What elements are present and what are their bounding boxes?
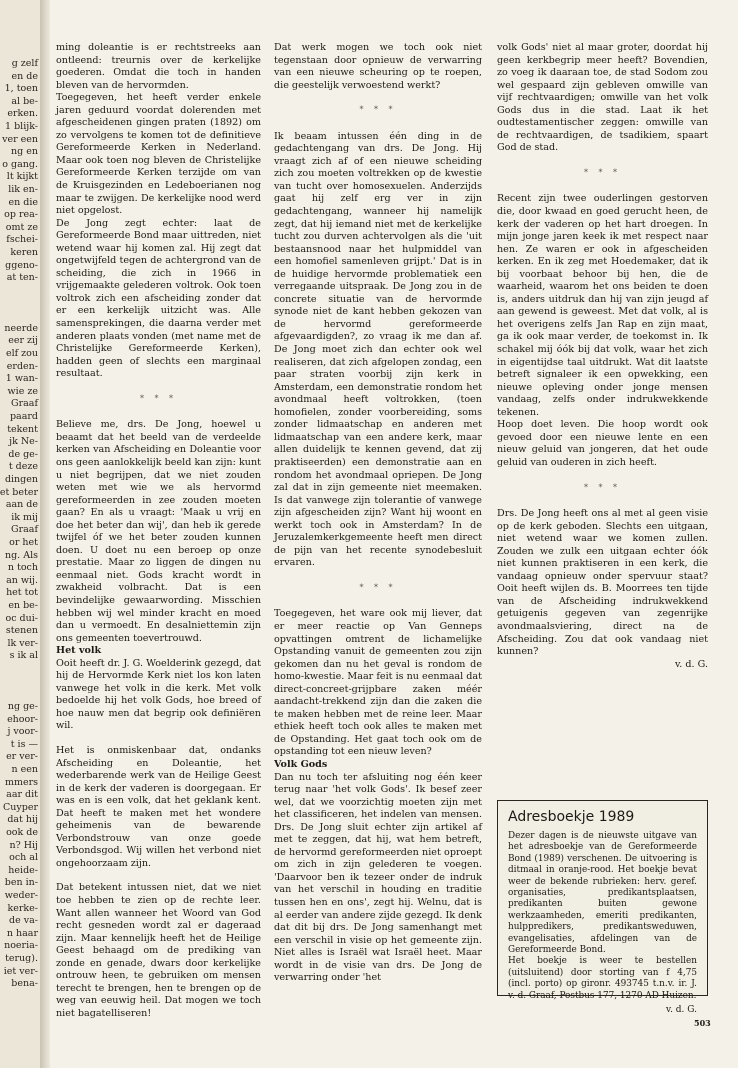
paragraph: Hoop doet leven. Die hoop wordt ook gevoed door een nieuwe lente en een nieuw geluid van jongeren, dat het oude geluid van ouderen in zich heeft. xyxy=(497,419,708,468)
paragraph: Drs. De Jong heeft ons al met al geen visie op de kerk geboden. Slechts een uitgaan, niet wetend waar we komen zullen. Zouden we zulk een uitgaan echter óók niet kunnen praktiseren in een kerk, die vandaag opnieuw onder spervuur staat? Ooit heeft wijlen ds. B. Moorrees ten tijde van de Afscheiding indrukwekkend getuigenis gegeven van zegenrijke avondmaalsviering, direct na de Afscheiding. Zou dat ook vandaag niet kunnen? xyxy=(497,508,708,658)
page-number: 503 xyxy=(694,1018,711,1028)
facing-page-fragment: ng en xyxy=(11,146,38,158)
facing-page-fragment: Cuyper xyxy=(3,801,38,813)
facing-page-fragment: 1 wan- xyxy=(5,373,38,385)
facing-page-fragment: dat hij xyxy=(7,814,38,826)
binding-gutter xyxy=(40,0,50,1068)
facing-page-fragment: noeria- xyxy=(4,940,38,952)
facing-page-fragment: n toch xyxy=(7,562,38,574)
box-paragraph: Dezer dagen is de nieuwste uitgave van het adresboekje van de Gereformeerde Bond (1989) verschenen. De uitvoering is ditmaal in oranje-rood. Het boekje bevat weer de bekende rubrieken: herv. geref. organisaties, predikantsplaatsen, predikanten buiten gewone werkzaamheden, emeriti predikanten, hulppredikers, predikantsweduwen, evangelisaties, afdelingen van de Gereformeerde Bond. xyxy=(508,831,697,956)
facing-page-fragment: ehoor- xyxy=(7,713,38,725)
paragraph: De Jong zegt echter: laat de Gereformeerde Bond maar uittreden, niet wetend waar hij komen zal. Hij zegt dat ongetwijfeld tegen de achtergrond van de scheiding, die zich in 1966 in vrijgemaakte gelederen voltrok. Ook toen voltrok zich een afscheiding zonder dat er een kerkelijk uitzicht was. Alle samensprekingen, die daarna verder met anderen plaats vonden (met name met de Christelijke Gereformeerde Kerken), hadden geen of slechts een marginaal resultaat. xyxy=(56,217,261,380)
facing-page-fragment: en be- xyxy=(8,600,38,611)
facing-page-fragment: ver een xyxy=(2,133,38,145)
section-separator: * * * xyxy=(359,582,397,592)
facing-page-fragment: en die xyxy=(8,196,38,208)
facing-page-fragment: ben in- xyxy=(4,877,38,889)
section-separator: * * * xyxy=(359,105,397,115)
facing-page-fragment: weder- xyxy=(4,890,38,901)
paragraph: Dan nu toch ter afsluiting nog één keer terug naar 'het volk Gods'. Ik besef zeer wel, dat we voorzichtig moeten zijn met het classificeren, het indelen van mensen. Drs. De Jong sluit echter zijn artikel af met te zeggen, dat hij, wat hem betreft, de hervormd gereformeerden niet oproept om zich in zijn gelederen te voegen. 'Daarvoor ben ik tezeer onder de indruk van het verschil in houding en traditie tussen hen en ons', zegt hij. Welnu, dat is al eerder van andere zijde gezegd. Ik denk dat dit bij drs. De Jong samenhangt met een verschil in visie op het gemeente zijn. Niet alles is Israël wat Israël heet. Maar wordt in de visie van drs. De Jong de verwarring onder 'het xyxy=(274,771,482,984)
facing-page-fragment: aan de xyxy=(5,499,38,511)
facing-page-fragment: at ten- xyxy=(6,272,38,284)
facing-page-fragment: de va- xyxy=(9,915,38,927)
previous-page-edge xyxy=(0,0,40,1068)
facing-page-fragment: terug). xyxy=(5,953,38,964)
facing-page-fragment: fschei- xyxy=(6,234,38,246)
facing-page-fragment: or het xyxy=(9,537,38,548)
paragraph: Het is onmiskenbaar dat, ondanks Afscheiding en Doleantie, het wederbarende werk van de Heilige Geest in de kerk der vaderen is doorgegaan. Er was en is een volk, dat het geklank kent. Dat heeft te maken met het wondere geheimenis van de bewarende Verbondstrouw van onze goede Verbondsgod. Wij willen het verbond niet ongehoorzaam zijn. xyxy=(56,744,261,869)
paragraph: Believe me, drs. De Jong, hoewel u beaamt dat het beeld van de verdeelde kerken van Afscheiding en Doleantie voor ons geen aanlokkelijk beeld kan zijn: kunt u niet begrijpen, dat we niet zouden weten met wie we als hervormd gereformeerden in zee zouden moeten gaan? En als u vraagt: 'Maak u vrij en doe het beter dan wij', dan heb ik gerede twijfel óf we het beter zouden kunnen doen. U doet nu een beroep op onze prestatie. Maar zo liggen de dingen nu eenmaal niet. Gods kracht wordt in zwakheid volbracht. Dat is een bevindelijke gewaarwording. Misschien hebben wij wel minder kracht en moed dan u vermoedt. En desalniettemin zijn ons gemeenten toevertrouwd. xyxy=(56,419,261,644)
facing-page-fragment: heide- xyxy=(8,864,38,876)
facing-page-fragment: j voor- xyxy=(7,726,38,738)
facing-page-fragment: al be- xyxy=(11,95,38,107)
facing-page-fragment: ng ge- xyxy=(7,701,38,712)
facing-page-fragment: ng. Als xyxy=(4,549,38,561)
facing-page-fragment: paard xyxy=(9,411,38,422)
box-signature: v. d. G. xyxy=(666,1005,697,1016)
facing-page-fragment: elf zou xyxy=(5,348,38,359)
facing-page-fragment: Graaf xyxy=(11,524,38,536)
column-1 xyxy=(56,42,261,1019)
facing-page-fragment: lik en- xyxy=(8,184,38,195)
facing-page-fragment: er ver- xyxy=(6,751,38,763)
paragraph: Toegegeven, het heeft verder enkele jaren geduurd voordat dolerenden met afgescheidenen gingen praten (1892) om zo vervolgens te komen tot de definitieve Gereformeerde Kerken in Nederland. Maar ook toen nog bleven de Christelijke Gereformeerde Kerken terzijde om van de Kruisgezinden en Ledeboerianen nog maar te zwijgen. De kerkelijke nood werd niet opgelost. xyxy=(56,92,261,217)
facing-page-fragment: mmers xyxy=(4,776,38,788)
facing-page-fragment: et beter xyxy=(0,486,38,498)
section-heading: Volk Gods xyxy=(274,758,328,770)
facing-page-fragment: erken. xyxy=(7,108,38,120)
facing-page-fragment: omt ze xyxy=(5,221,38,233)
paragraph: Recent zijn twee ouderlingen gestorven die, door kwaad en goed gerucht heen, de kerk der vaderen op het hart droegen. In mijn jonge jaren keek ik met respect naar hen. Ze waren er ook in afgescheiden kerken. En ik zeg met Hoedemaker, dat ik bij voorbaat behoor bij hen, die de waarheid, waarom het ons beiden te doen is, anders uitdruk dan hij van zijn jeugd af aan gewend is geweest. Met dat volk, al is het overigens zelfs Jan Rap en zijn maat, ga ik ook maar verder, de toekomst in. Ik schakel mij óók bij dat volk, waar het zich in eigentijdse taal uitdrukt. Wat dit laatste betreft signaleer ik een opwekking, een nieuwe opleving onder jonge mensen vandaag, zelfs onder indrukwekkende tekenen. xyxy=(497,193,708,418)
facing-page-fragment: aar dit xyxy=(6,789,38,801)
facing-page-fragment: op rea- xyxy=(4,209,38,221)
facing-page-fragment: t is — xyxy=(10,738,38,750)
facing-page-fragment: n? Hij xyxy=(9,839,38,851)
paragraph: Dat betekent intussen niet, dat we niet toe hebben te zien op de rechte leer. Want allen wanneer het Woord van God recht gesneden wordt zal er dageraad zijn. Maar kennelijk heeft het de Heilige Geest behaagd om de prediking van zonde en genade, dwars door kerkelijke ontrouw heen, te gebruiken om mensen terecht te brengen, hen te brengen op de weg van eeuwig heil. Dat mogen we toch niet bagatelliseren! xyxy=(56,882,261,1019)
section-separator: * * * xyxy=(583,167,622,177)
facing-page-fragment: stenen xyxy=(5,625,38,637)
facing-page-fragment: g zelf xyxy=(11,58,38,69)
facing-page-fragment: iet ver- xyxy=(3,965,38,977)
paragraph: Toegegeven, het ware ook mij liever, dat er meer reactie op Van Genneps opvattingen omtrent de lichamelijke Opstanding vanuit de gemeenten zou zijn gekomen dan nu het geval is rondom de homo-kwestie. Maar feit is nu eenmaal dat direct-concreet-grijpbare zaken méér aandacht-trekkend zijn dan die zaken die te maken hebben met de reine leer. Maar ethiek heeft toch ook alles te maken met de Opstanding. Het gaat toch ook om de opstanding tot een nieuw leven? xyxy=(274,608,482,758)
facing-page-fragment: Graaf xyxy=(11,398,38,410)
section-separator: * * * xyxy=(583,482,622,492)
section-heading: Het volk xyxy=(56,645,102,657)
facing-page-fragment: eer zij xyxy=(8,335,38,347)
facing-page-fragment: och al xyxy=(9,852,38,864)
facing-page-fragment: bena- xyxy=(11,978,38,990)
adresboekje-announcement-box xyxy=(497,800,708,1016)
column-2 xyxy=(274,42,482,1002)
facing-page-fragment: an wij. xyxy=(6,574,38,586)
facing-page-fragment: oc dui- xyxy=(5,612,38,624)
paragraph: Ik beaam intussen één ding in de gedachtengang van drs. De Jong. Hij vraagt zich af of een nieuwe scheiding zich zou moeten voltrekken op de kwestie van tucht over homosexuelen. Anderzijds gaat hij zelf erg ver in zijn gedachtengang, wanneer hij namelijk zegt, dat hij iemand niet met de kerkelijke tucht zou durven achtervolgen als die 'uit bestaansnood naar het hulpmiddel van een homofiel samenleven grijpt.' Dat is in de huidige hervormde problematiek een verregaande uitspraak. De Jong zou in de concrete situatie van de hervormde synode niet de kant hebben gekozen van de hervormd gereformeerde afgevaardigden?, zo vraag ik me dan af. De Jong moet zich dan echter ook wel realiseren, dat zich afgelopen zondag, een paar straten voorbij zijn kerk in Amsterdam, een demonstratie rondom het avondmaal heeft voltrokken, (toen homofielen, zonder voorbereiding, soms zonder lidmaatschap en anderen met lidmaatschap van een andere kerk, maar allen duidelijk te kennen gevend, dat zij praktiseerden) een demonstratie aan en rondom het avondmaal opriepen. De Jong zal dat in zijn gemeente niet meemaken. Is dat vanwege zijn tolerantie of vanwege zijn afgescheiden zijn? Want hij woont en werkt toch ook in Amsterdam? In de Jeruzalemkerkgemeente heeft men direct de pijn van het recente synodebesluit ervaren. xyxy=(274,130,482,569)
facing-page-fragment: o gang. xyxy=(2,158,38,170)
facing-page-fragment: wie ze xyxy=(7,385,38,397)
facing-page-fragment: n haar xyxy=(6,927,38,939)
facing-page-fragment: jk Ne- xyxy=(9,436,38,448)
facing-page-fragment: erden- xyxy=(6,360,38,372)
facing-page-fragment: lt kijkt xyxy=(6,171,38,183)
facing-page-fragment: het tot xyxy=(6,587,38,599)
facing-page-fragment: ik mij xyxy=(11,511,38,523)
facing-page-fragment: ggeno- xyxy=(5,259,38,271)
paragraph: Dat werk mogen we toch ook niet tegenstaan door opnieuw de verwarring van een nieuwe scheuring op te roepen, die geestelijk verwoestend werkt? xyxy=(274,42,482,91)
section-separator: * * * xyxy=(139,393,178,403)
box-paragraph: Het boekje is weer te bestellen (uitsluitend) door storting van f 4,75 (incl. porto) op gironr. 493745 t.n.v. ir. J. v. d. Graaf, Postbus 177, 1270 AD Huizen. xyxy=(508,956,697,1001)
facing-page-fragment: de ge- xyxy=(8,448,38,460)
facing-page-fragment: dingen xyxy=(4,474,38,485)
facing-page-fragment: neerde xyxy=(4,322,38,334)
author-signature: v. d. G. xyxy=(675,658,708,670)
facing-page-fragment: ook de xyxy=(6,827,38,838)
paragraph: ming doleantie is er rechtstreeks aan ontleend: treurnis over de kerkelijke goederen. Omdat die toch in handen bleven van de hervormden. xyxy=(56,42,261,91)
box-title: Adresboekje 1989 xyxy=(508,809,635,825)
facing-page-fragment: 1, toen xyxy=(4,83,38,95)
facing-page-fragment: 1 blijk- xyxy=(5,121,38,132)
facing-page-fragment: kerke- xyxy=(7,902,38,914)
facing-page-fragment: t deze xyxy=(8,461,38,473)
paragraph: Ooit heeft dr. J. G. Woelderink gezegd, dat hij de Hervormde Kerk niet los kon laten vanwege het volk in die kerk. Met volk bedoelde hij het volk Gods, hoe breed of hoe nauw men dat begrip ook definiëren wil. xyxy=(56,657,261,732)
facing-page-fragment: n een xyxy=(11,764,38,775)
facing-page-fragment: s ik al xyxy=(9,650,38,662)
facing-page-fragment: lk ver- xyxy=(7,637,38,649)
facing-page-fragment: tekent xyxy=(7,423,38,435)
facing-page-fragment: en de xyxy=(11,70,38,82)
paragraph: volk Gods' niet al maar groter, doordat hij geen kerkbegrip meer heeft? Bovendien, zo voeg ik daaraan toe, de stad Sodom zou wel gespaard zijn gebleven omwille van vijf rechtvaardigen; omwille van het volk Gods dus in die stad. Laat ik het oudtestamentischer zeggen: omwille van de rechtvaardigen, de tsadikiem, spaart God de stad. xyxy=(497,42,708,154)
facing-page-fragment: keren xyxy=(10,247,38,258)
